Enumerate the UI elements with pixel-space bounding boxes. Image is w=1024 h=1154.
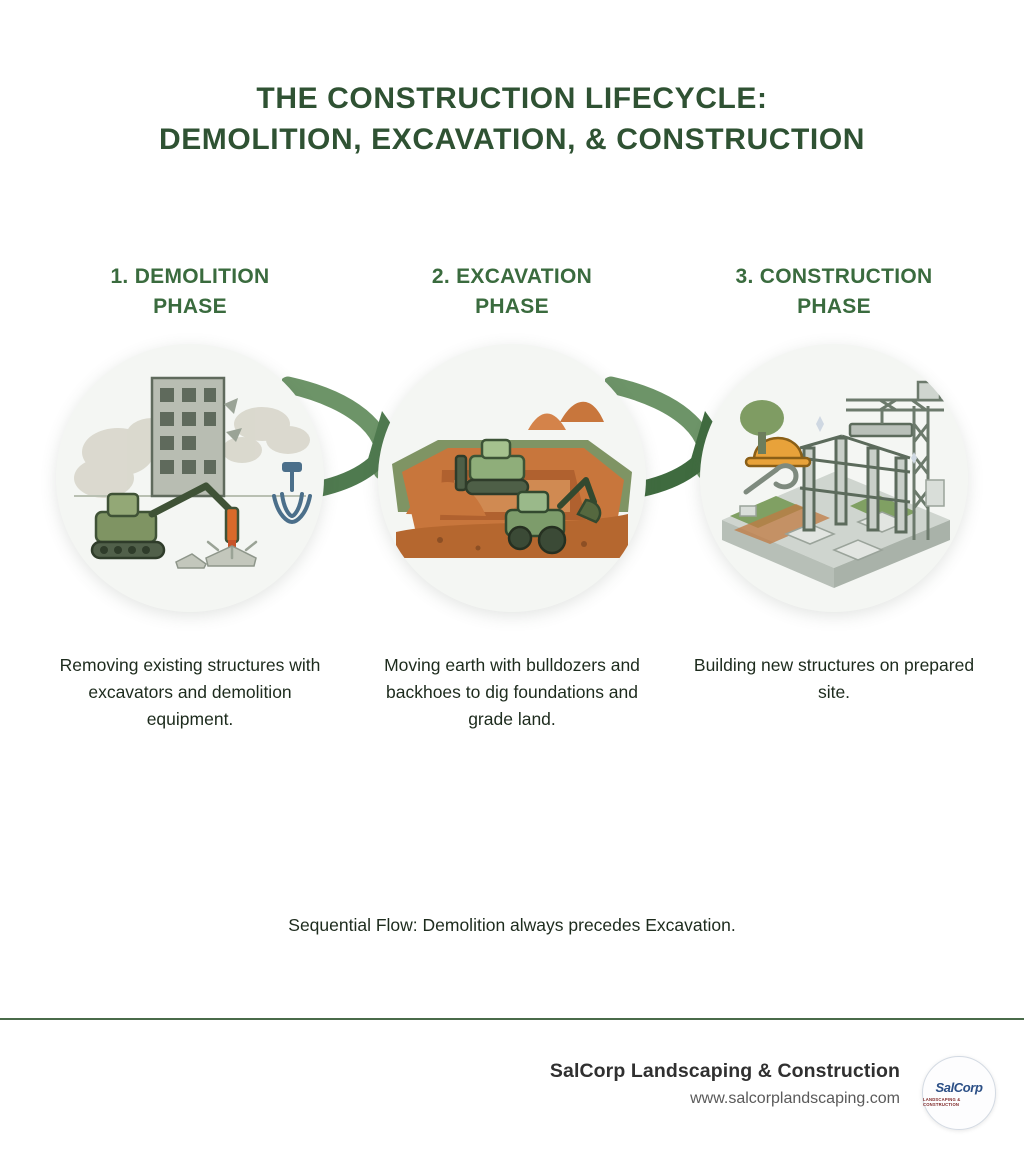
phase-heading-line-2: PHASE bbox=[475, 295, 549, 319]
phase-heading-line-2: PHASE bbox=[797, 295, 871, 319]
phase-heading-line-1: 2. EXCAVATION bbox=[431, 265, 593, 288]
phase-caption-construction: Building new structures on prepared site. bbox=[693, 655, 975, 703]
phase-list bbox=[40, 262, 984, 733]
phase-demolition bbox=[40, 262, 340, 733]
logo-wordmark: SalCorp bbox=[935, 1079, 983, 1095]
logo-tagline: LANDSCAPING & CONSTRUCTION bbox=[923, 1096, 961, 1107]
phase-heading-line-2: PHASE bbox=[153, 295, 227, 319]
sequential-flow-note: Sequential Flow: Demolition always precedes Excavation. bbox=[288, 915, 736, 935]
phase-heading-excavation bbox=[432, 262, 592, 326]
website-url[interactable]: www.salcorplandscaping.com bbox=[690, 1090, 900, 1107]
construction-illustration bbox=[700, 344, 968, 612]
demolition-icon bbox=[56, 344, 324, 612]
phase-caption-demolition: Removing existing structures with excavators and demolition equipment. bbox=[59, 655, 321, 730]
phase-heading-line-1: 1. DEMOLITION bbox=[110, 265, 270, 288]
phase-image-excavation bbox=[378, 344, 646, 612]
brand-name: SalCorp Landscaping & Construction bbox=[549, 1060, 900, 1082]
phase-image-construction bbox=[700, 344, 968, 612]
phase-caption-excavation: Moving earth with bulldozers and backhoes to dig foundations and grade land. bbox=[384, 655, 640, 730]
footer-text bbox=[550, 1060, 900, 1108]
excavation-illustration bbox=[378, 344, 646, 612]
phase-image-demolition bbox=[56, 344, 324, 612]
phase-heading-construction bbox=[735, 262, 932, 326]
salcorp-logo bbox=[922, 1056, 996, 1130]
construction-icon bbox=[700, 344, 968, 612]
phase-heading-demolition bbox=[110, 262, 269, 326]
phase-construction bbox=[684, 262, 984, 733]
footer-divider bbox=[0, 1018, 1024, 1020]
title-line-1: THE CONSTRUCTION LIFECYCLE: bbox=[256, 82, 768, 115]
page-title bbox=[0, 78, 1024, 161]
title-line-2: DEMOLITION, EXCAVATION, & CONSTRUCTION bbox=[158, 123, 866, 157]
demolition-illustration bbox=[56, 344, 324, 612]
excavation-icon bbox=[378, 344, 646, 612]
phase-heading-line-1: 3. CONSTRUCTION bbox=[735, 265, 933, 288]
phase-excavation bbox=[362, 262, 662, 733]
footer bbox=[0, 1052, 1024, 1142]
